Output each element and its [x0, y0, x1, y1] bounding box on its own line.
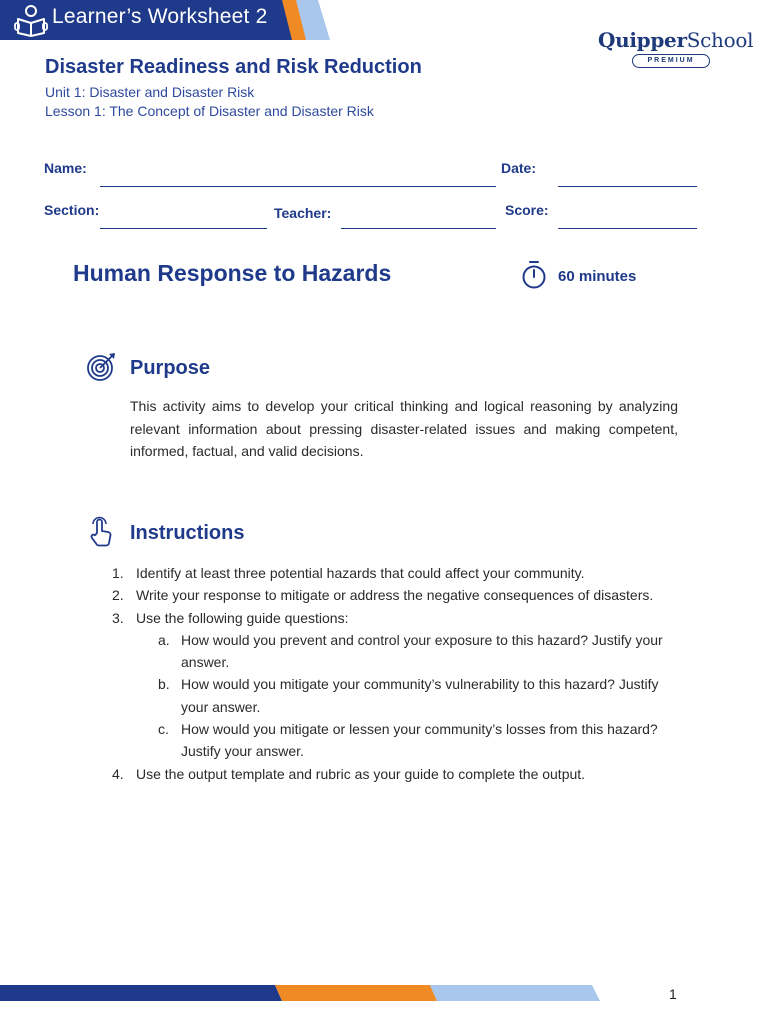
list-item [112, 584, 712, 606]
date-field[interactable] [558, 186, 697, 187]
list-item [112, 763, 712, 785]
score-field[interactable] [558, 228, 697, 229]
sub-list-item [136, 718, 681, 763]
sub-item-text: How would you prevent and control your exposure to this hazard? Justify your answer. [181, 631, 663, 671]
score-label: Score: [505, 202, 549, 218]
lesson-subtitle: Lesson 1: The Concept of Disaster and Disaster Risk [45, 103, 374, 119]
stopwatch-icon [520, 260, 548, 290]
list-item [112, 607, 712, 763]
quipper-school-logo [598, 28, 754, 68]
item-number: 3. [112, 609, 124, 626]
target-icon [86, 352, 116, 384]
item-text: Use the output template and rubric as your guide to complete the output. [136, 765, 586, 782]
logo-brand-regular: School [686, 28, 754, 52]
item-text: Write your response to mitigate or address the negative consequences of disasters. [136, 587, 654, 604]
instructions-list [112, 562, 712, 785]
teacher-field[interactable] [341, 228, 496, 229]
item-text: Use the following guide questions: [136, 609, 349, 626]
logo-brand-bold: Quipper [598, 28, 687, 52]
instructions-heading: Instructions [130, 522, 245, 544]
sub-item-text: How would you mitigate or lessen your community’s losses from this hazard? Justify your answer. [181, 721, 658, 760]
item-number: 1. [112, 565, 124, 581]
section-label: Section: [44, 202, 100, 218]
activity-duration: 60 minutes [558, 268, 637, 285]
worksheet-title: Learner’s Worksheet 2 [52, 5, 268, 28]
purpose-text: This activity aims to develop your critical thinking and logical reasoning by analyzing relevant information about pressing disaster-related issues and making competent, informed, factual, and valid decisions. [130, 398, 678, 459]
teacher-label: Teacher: [274, 205, 332, 221]
logo-tier-badge: PREMIUM [632, 54, 710, 68]
unit-subtitle: Unit 1: Disaster and Disaster Risk [45, 84, 255, 100]
sub-item-letter: a. [158, 631, 170, 648]
item-text: Identify at least three potential hazards that could affect your community. [136, 565, 585, 581]
sub-list-item [136, 629, 681, 674]
purpose-heading: Purpose [130, 357, 211, 379]
list-item [112, 562, 712, 584]
guide-questions-list [136, 629, 712, 763]
footer-stripe [0, 985, 610, 1001]
subject-title: Disaster Readiness and Risk Reduction [45, 56, 422, 78]
name-label: Name: [44, 160, 87, 176]
name-field[interactable] [100, 186, 496, 187]
logo-wordmark [598, 28, 754, 52]
sub-item-letter: b. [158, 676, 170, 693]
sub-item-text: How would you mitigate your community’s vulnerability to this hazard? Justify your answer. [181, 676, 659, 715]
activity-title: Human Response to Hazards [73, 260, 392, 286]
sub-item-letter: c. [158, 721, 169, 738]
reader-book-icon [14, 3, 48, 37]
section-field[interactable] [100, 228, 267, 229]
page-number: 1 [669, 986, 677, 1002]
date-label: Date: [501, 160, 537, 176]
item-number: 2. [112, 587, 124, 604]
item-number: 4. [112, 765, 124, 782]
sub-list-item [136, 673, 681, 718]
pointing-hand-icon [86, 516, 116, 548]
